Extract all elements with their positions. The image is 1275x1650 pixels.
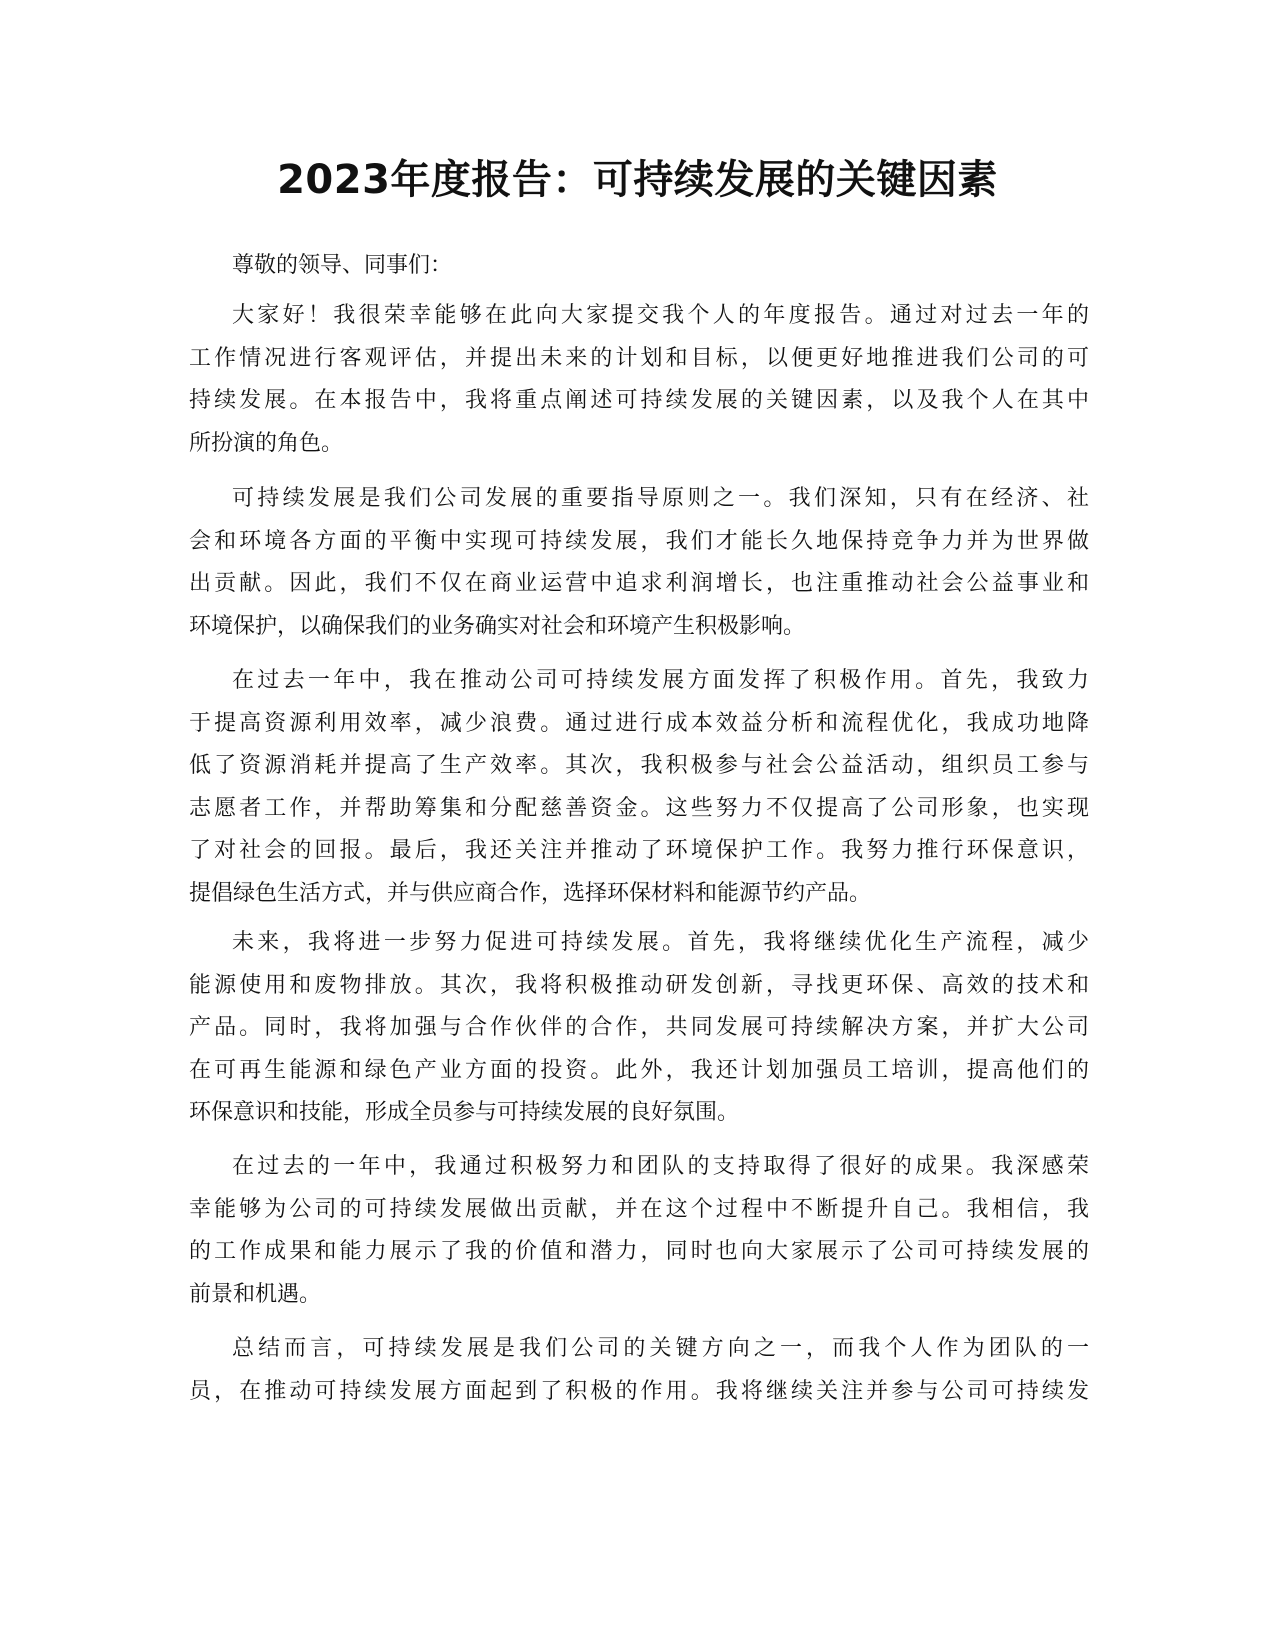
paragraph-5: [189, 1146, 1089, 1316]
paragraph-line: 能源使用和废物排放。其次，我将积极推动研发创新，寻找更环保、高效的技术和: [189, 972, 1089, 998]
paragraph-line: 了对社会的回报。最后，我还关注并推动了环境保护工作。我努力推行环保意识，: [189, 838, 1089, 863]
paragraph-line: 未来，我将进一步努力促进可持续发展。首先，我将继续优化生产流程，减少: [232, 930, 1089, 955]
paragraph-line: 持续发展。在本报告中，我将重点阐述可持续发展的关键因素，以及我个人在其中: [189, 388, 1089, 413]
paragraph-line: 在过去一年中，我在推动公司可持续发展方面发挥了积极作用。首先，我致力: [232, 668, 1089, 693]
paragraph-3: [189, 660, 1089, 915]
paragraph-line: 产品。同时，我将加强与合作伙伴的合作，共同发展可持续解决方案，并扩大公司: [189, 1015, 1089, 1040]
paragraph-line: 志愿者工作，并帮助筹集和分配慈善资金。这些努力不仅提高了公司形象，也实现: [189, 795, 1089, 821]
paragraph-line: 总结而言，可持续发展是我们公司的关键方向之一，而我个人作为团队的一: [232, 1336, 1089, 1361]
paragraph-line: 幸能够为公司的可持续发展做出贡献，并在这个过程中不断提升自己。我相信，我: [189, 1196, 1089, 1222]
paragraph-line: 所扮演的角色。: [189, 430, 344, 456]
paragraph-line: 可持续发展是我们公司发展的重要指导原则之一。我们深知，只有在经济、社: [232, 486, 1089, 511]
paragraph-line: 工作情况进行客观评估，并提出未来的计划和目标，以便更好地推进我们公司的可: [189, 345, 1089, 371]
paragraph-4: [189, 922, 1089, 1135]
paragraph-line: 于提高资源利用效率，减少浪费。通过进行成本效益分析和流程优化，我成功地降: [189, 710, 1089, 736]
paragraph-line: 在过去的一年中，我通过积极努力和团队的支持取得了很好的成果。我深感荣: [232, 1154, 1089, 1179]
paragraph-line: 出贡献。因此，我们不仅在商业运营中追求利润增长，也注重推动社会公益事业和: [189, 571, 1089, 596]
paragraph-line: 环境保护，以确保我们的业务确实对社会和环境产生积极影响。: [189, 613, 806, 639]
document-title: 2023年度报告：可持续发展的关键因素: [277, 157, 998, 203]
paragraph-line: 提倡绿色生活方式，并与供应商合作，选择环保材料和能源节约产品。: [189, 880, 872, 906]
paragraph-line: 大家好！我很荣幸能够在此向大家提交我个人的年度报告。通过对过去一年的: [232, 303, 1089, 328]
paragraph-1: [189, 295, 1089, 465]
paragraph-line: 的工作成果和能力展示了我的价值和潜力，同时也向大家展示了公司可持续发展的: [189, 1239, 1089, 1264]
salutation: 尊敬的领导、同事们：: [232, 253, 453, 278]
paragraph-2: [189, 478, 1089, 648]
paragraph-line: 环保意识和技能，形成全员参与可持续发展的良好氛围。: [189, 1100, 740, 1125]
paragraph-6: [189, 1328, 1089, 1413]
paragraph-line: 会和环境各方面的平衡中实现可持续发展，我们才能长久地保持竞争力并为世界做: [189, 528, 1089, 554]
paragraph-line: 低了资源消耗并提高了生产效率。其次，我积极参与社会公益活动，组织员工参与: [189, 753, 1089, 778]
paragraph-line: 员，在推动可持续发展方面起到了积极的作用。我将继续关注并参与公司可持续发: [189, 1378, 1089, 1404]
paragraph-line: 前景和机遇。: [189, 1281, 322, 1307]
paragraph-line: 在可再生能源和绿色产业方面的投资。此外，我还计划加强员工培训，提高他们的: [189, 1057, 1089, 1083]
